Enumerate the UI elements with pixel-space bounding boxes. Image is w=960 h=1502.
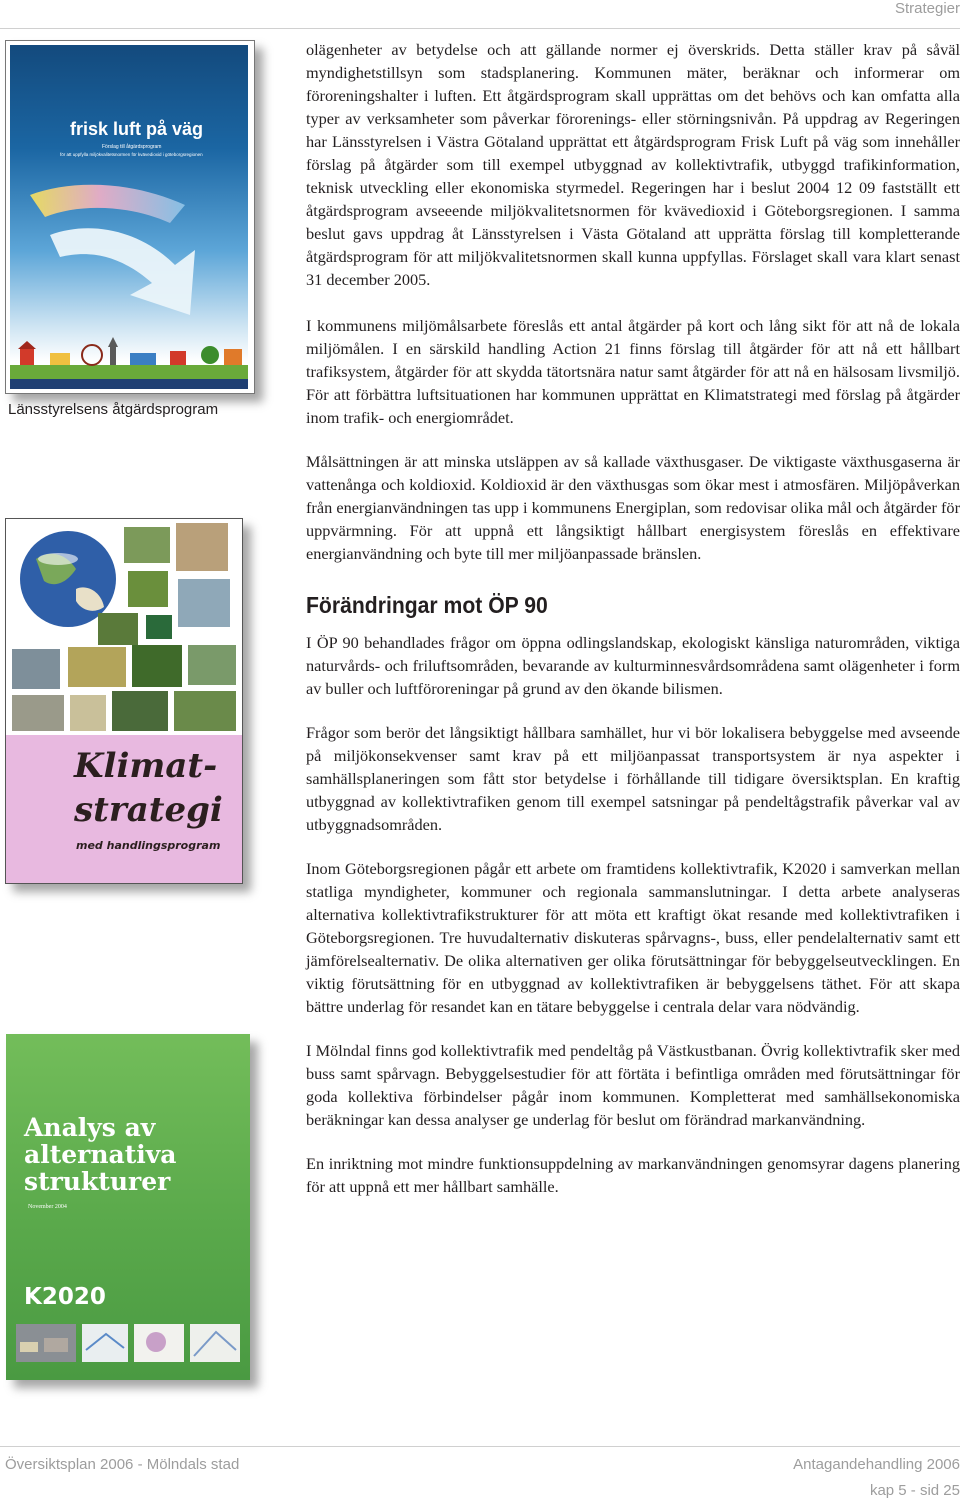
cover-frisk-title: frisk luft på väg — [70, 119, 204, 139]
paragraph-7: I Mölndal finns god kollektivtrafik med pendeltåg på Västkustbanan. Övrig kollektivtrafik sker med buss samt spårvagn. Bebyggelsestudier för att förtäta i befintliga områden med förutsättningar för goda kollektiva förbindelser pågår inom kommunen. Kompletterat med samhällsekonomiska beräkningar kan dessa analyser ge underlag för beslut om förändrad markanvändning. — [306, 1041, 960, 1129]
paragraph-3: Målsättningen är att minska utsläppen av så kallade växthusgaser. De viktigaste växthusgaserna är vattenånga och koldioxid. Koldioxid är den växthusgas som ökar mest i atmosfären. Miljöpåverkan från energianvändningen tas upp i kommunens Energiplan, som redovisar olika mål och åtgärder för uppvärmning. För att uppnå ett långsiktigt hållbart energisystem föreslås en effektivare energianvändning och byte till mer miljöanpassade bränslen. — [306, 452, 960, 563]
paragraph-2: I kommunens miljömålsarbete föreslås ett antal åtgärder på kort och lång sikt för att nå de lokala miljömålen. I en särskild handling Action 21 finns förslag till åtgärder för att nå ett hållbart trafiksystem, åtgärder för att skydda tätortsnära natur samt åtgärder för att nå en hälsosam livsmiljö. För att förbättra luftsituationen har kommunen upprättat en Klimatstrategi med förslag på åtgärder inom trafik- och energiområdet. — [306, 316, 960, 427]
cover-frisk-background — [10, 45, 248, 389]
landscape-illustration — [10, 337, 248, 379]
cover-k2020-title-line-1: Analys av — [24, 1113, 156, 1142]
paragraph-6: Inom Göteborgsregionen pågår ett arbete om framtidens kollektivtrafik, K2020 i samverkan mellan statliga myndigheter, kommuner och regionala sammanslutningar. I detta arbete analyseras alternativa kollektivtrafikstrukturer för att möta ett kraftigt ökat resande med kollektivtrafiken i Göteborgsregionen. Tre huvudalternativ diskuteras spårvagns-, buss, eller pendelalternativ samt ett jämförelsealternativ. De olika alternativen ger olika förutsättningar för bebyggelseutvecklingen. En viktig förutsättning för en utbyggnad av kollektivtrafiken är bebyggelsens täthet. För att skapa bättre underlag för resandet kan en tätare bebyggelse i centrala delar vara nödvändig. — [306, 859, 960, 1016]
paragraph-4: I ÖP 90 behandlades frågor om öppna odlingslandskap, ekologiskt känsliga naturområden, viktiga naturvårds- och friluftsområden, bevarande av kulturminnesvårdsområdena samt olägenheter i form av buller och luftföroreningar på grund av den ökande bilismen. — [306, 633, 960, 698]
cover-k2020-title-line-3: strukturer — [24, 1167, 171, 1196]
paragraph-5: Frågor som berör det långsiktigt hållbara samhället, hur vi bör lokalisera bebyggelse med avseende på miljökonsekvenser samt krav på ett miljöanpassat transportsystem är nya aspekter i samhällsplaneringen som fått stor betydelse i förhållande till tidigare översiktsplan. En kraftig utbyggnad av kollektivtrafiken genom till exempel satsningar på pendeltågstrafik påverkar val av utbyggnadsområden. — [306, 723, 960, 834]
k2020-thumbnail-strip — [6, 1320, 250, 1380]
footer-page-number: kap 5 - sid 25 — [869, 1482, 960, 1499]
section-heading: Förändringar mot ÖP 90 — [306, 592, 548, 618]
cover-k2020-title — [24, 1114, 176, 1195]
cover-klimat-title-line-1: Klimat- — [74, 746, 218, 786]
footer-document-status: Antagandehandling 2006 — [793, 1456, 960, 1473]
photo-collage — [6, 519, 242, 735]
k2020-logo: K2020 — [24, 1284, 106, 1310]
cover-klimat-subtitle: med handlingsprogram — [76, 839, 221, 852]
swoosh-arrow-graphic — [10, 45, 248, 389]
cover-klimat-title — [74, 744, 244, 832]
image-caption: Länsstyrelsens åtgärdsprogram — [8, 401, 219, 418]
footer-document-title: Översiktsplan 2006 - Mölndals stad — [5, 1456, 240, 1473]
cover-image-klimatstrategi — [5, 518, 243, 884]
cover-klimat-title-line-2: strategi — [74, 790, 223, 830]
cover-image-k2020 — [6, 1034, 250, 1380]
cover-image-frisk-luft — [5, 40, 255, 394]
cover-frisk-bottom-bar — [10, 379, 248, 389]
top-rule — [0, 28, 960, 29]
paragraph-1: olägenheter av betydelse och att gällande normer ej överskrids. Detta ställer krav på såväl myndighetstillsyn som stadsplanering. Kommunen mäter, beräknar och informerar om föroreningshalter i luften. Ett åtgärdsprogram skall upprättas om det behövs och kan omfatta alla typer av verksamheter som påverkar förorenings- eller störningsnivån. På uppdrag av Regeringen har Länsstyrelsen i Västra Götaland upprättat ett åtgärdsprogram Frisk Luft på väg som innehåller förslag på åtgärder som till exempel utbyggnad av kollektivtrafik, utbyggd trafikinformation, teknisk utveckling eller ekonomiska styrmedel. Regeringen har i beslut 2004 12 09 fastställt ett åtgärdsprogram avseeende miljökvalitetsnormen för kvävedioxid i Göteborgsregionen. I samma beslut gavs uppdrag åt Länsstyrelsen i Västa Götaland att upprätta förslag till kompletterande åtgärdsprogram för att miljökvalitetsnormen skall kunna uppfyllas. Förslaget skall vara klart senast 31 december 2005. — [306, 40, 960, 289]
paragraph-8: En inriktning mot mindre funktionsuppdelning av markanvändningen genomsyrar dagens planering för att uppnå ett mer hållbart samhälle. — [306, 1154, 960, 1196]
bottom-rule — [0, 1446, 960, 1447]
section-label: Strategier — [894, 0, 960, 17]
cover-k2020-title-line-2: alternativa — [24, 1140, 177, 1169]
cover-frisk-subtitle-1: Förslag till åtgärdsprogram — [102, 144, 162, 150]
cover-frisk-subtitle-2: för att uppfylla miljökvalitetsnormen för kvävedioxid i göteborgsregionen — [60, 152, 203, 157]
main-text-column — [306, 38, 960, 1198]
cover-k2020-date: November 2004 — [28, 1204, 67, 1210]
